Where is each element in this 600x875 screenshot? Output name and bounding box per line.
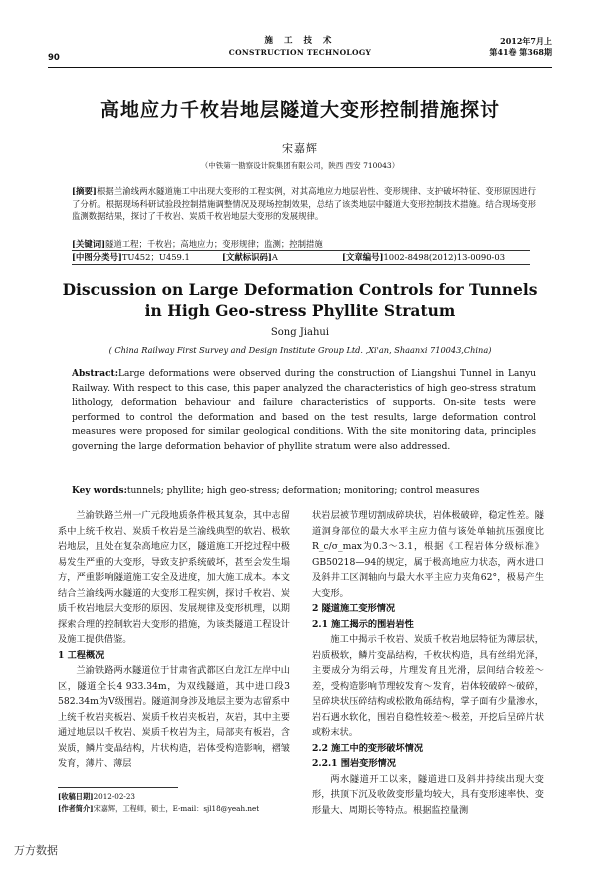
footnote-bio bbox=[58, 803, 298, 814]
clc-value: TU452；U459.1 bbox=[121, 252, 190, 262]
abstract-en-text: Large deformations were observed during the construction of Liangshui Tunnel in Lanyu Railway. With respect to this case, this paper analyzed the characteristics of high geo-stress stratum lithology, deformation behaviour and failure characteristics of supports. On-site tests were performed to control the deformation and based on the test results, large deformation control measures were proposed for similar geological conditions. With the site monitoring data, principles governing the large deformation behavior of phyllite stratum were also addressed. bbox=[72, 369, 536, 452]
doc-value: A bbox=[271, 252, 278, 262]
keywords-cn-label: [关键词] bbox=[72, 239, 106, 249]
article-label: [文章编号] bbox=[342, 252, 384, 262]
section-heading-1: 1 工程概况 bbox=[58, 649, 105, 661]
section-heading-2-2: 2.2 施工中的变形破坏情况 bbox=[312, 742, 424, 754]
section-heading-2: 2 隧道施工变形情况 bbox=[312, 603, 396, 614]
issue-date: 2012年7月上 bbox=[500, 36, 552, 46]
bio-text: 宋嘉辉，工程师，硕士，E-mail：sjl18@yeah.net bbox=[93, 804, 260, 813]
keywords-en-text: tunnels; phyllite; high geo-stress; deformation; monitoring; control measures bbox=[126, 486, 480, 496]
journal-name-en: CONSTRUCTION TECHNOLOGY bbox=[228, 48, 372, 57]
journal-name bbox=[48, 36, 552, 58]
clc-label: [中图分类号] bbox=[72, 252, 122, 262]
title-en bbox=[0, 279, 600, 321]
article-value: 1002-8498(2012)13-0090-03 bbox=[383, 252, 506, 262]
author-cn: 宋嘉辉 bbox=[282, 142, 318, 155]
abstract-cn-label: [摘要] bbox=[72, 186, 97, 196]
received-date: 2012-02-23 bbox=[93, 792, 136, 801]
abstract-en bbox=[72, 367, 536, 455]
body-column-right bbox=[312, 508, 544, 818]
classification-row bbox=[72, 251, 536, 263]
section-2-1-paragraph: 施工中揭示千枚岩、炭质千枚岩地层特征为薄层状，岩质极软，鳞片变晶结构，千枚状构造，具有丝绢光泽，主要成分为绢云母，片理发育且光滑，层间结合较差～差，受构造影响节理较发育～发育，岩体较破碎～破碎，呈碎块状压碎结构或松散角砾结构，掌子面有少量渗水，岩石遇水软化，围岩自稳性较差～极差，开挖后呈碎片状或粉末状。 bbox=[312, 634, 544, 738]
keywords-cn bbox=[72, 238, 536, 250]
journal-name-cn: 施 工 技 术 bbox=[264, 36, 336, 46]
running-header bbox=[48, 36, 552, 66]
footnote-received bbox=[58, 791, 298, 802]
continued-paragraph: 状岩层被节理切割成碎块状，岩体极破碎，稳定性差。隧道洞身部位的最大水平主应力值与该处单轴抗压强度比R_c/σ_max为0.3～3.1，根据《工程岩体分级标准》GB50218—94的规定，属于极高地应力状态，两水进口及斜井工区洞轴向与最大水平主应力夹角62°，极易产生大变形。 bbox=[312, 510, 544, 599]
received-label: [收稿日期] bbox=[58, 792, 94, 801]
abstract-cn bbox=[72, 185, 536, 223]
section-heading-2-2-1: 2.2.1 围岩变形情况 bbox=[312, 758, 396, 769]
affiliation-en: ( China Railway First Survey and Design Institute Group Ltd. ,Xi'an, Shaanxi 710043,China) bbox=[108, 345, 492, 355]
title-cn: 高地应力千枚岩地层隧道大变形控制措施探讨 bbox=[99, 99, 500, 121]
section-1-paragraph: 兰渝铁路两水隧道位于甘肃省武都区白龙江左岸中山区，隧道全长4 933.34m，为双线隧道，其中进口段3 582.34m为Ⅴ级围岩。隧道洞身涉及地层主要为志留系中上统千枚岩夹板岩、炭质千枚岩夹板岩，灰岩，其中主要通过地层以千枚岩、炭质千枚岩为主，局部夹有板岩，含炭质，鳞片变晶结构，片状构造，岩体受构造影响，褶皱发育，薄片、薄层 bbox=[58, 665, 290, 769]
body-column-left bbox=[58, 508, 290, 772]
header-rule bbox=[48, 67, 552, 68]
abstract-cn-text: 根据兰渝线两水隧道施工中出现大变形的工程实例，对其高地应力地层岩性、变形规律、支护破坏特征、变形原因进行了分析。根据现场科研试验段控制措施调整情况及现场控制效果，总结了该类地层中隧道大变形控制技术措施。结合现场变形监测数据结果，探讨了千枚岩、炭质千枚岩地层大变形的发展规律。 bbox=[72, 186, 536, 221]
keywords-en bbox=[72, 484, 536, 498]
doc-label: [文献标识码] bbox=[222, 252, 272, 262]
title-en-line-1: Discussion on Large Deformation Controls for Tunnels bbox=[62, 280, 538, 299]
section-heading-2-1: 2.1 施工揭示的围岩岩性 bbox=[312, 618, 414, 630]
affiliation-cn: （中铁第一勘察设计院集团有限公司，陕西 西安 710043） bbox=[200, 161, 400, 170]
section-2-2-1-paragraph: 两水隧道开工以来，隧道进口及斜井持续出现大变形，拱顶下沉及收敛变形量均较大，具有变形速率快、变形量大、周期长等特点。根据监控量测 bbox=[312, 773, 544, 816]
keywords-en-label: Key words: bbox=[72, 486, 127, 496]
divider bbox=[72, 264, 530, 265]
abstract-en-label: Abstract: bbox=[72, 369, 119, 379]
intro-paragraph: 兰渝铁路兰州一广元段地质条件极其复杂，其中志留系中上统千枚岩、炭质千枚岩是兰渝线典型的软岩、极软岩地层，且处在复杂高地应力区，隧道施工开挖过程中极易发生严重的大变形，导致支护系统破坏，甚至会发生塌方，严重影响隧道施工安全及进度，加大施工成本。本文结合兰渝线两水隧道的大变形工程实例，探讨千枚岩、炭质千枚岩地层大变形的原因、发展规律及变形机理，以期探索合理的控制软岩大变形的措施，为该类隧道工程设计及施工提供借鉴。 bbox=[58, 510, 290, 645]
keywords-cn-text: 隧道工程；千枚岩；高地应力；变形规律；监测；控制措施 bbox=[105, 239, 323, 249]
bio-label: [作者简介] bbox=[58, 804, 94, 813]
watermark: 万方数据 bbox=[14, 844, 58, 857]
issue-volume: 第41卷 第368期 bbox=[489, 47, 552, 57]
footnote-rule bbox=[58, 787, 178, 788]
issue-info bbox=[489, 36, 552, 58]
author-en: Song Jiahui bbox=[270, 327, 330, 338]
page-number: 90 bbox=[48, 53, 60, 63]
title-en-line-2: in High Geo-stress Phyllite Stratum bbox=[144, 301, 456, 320]
